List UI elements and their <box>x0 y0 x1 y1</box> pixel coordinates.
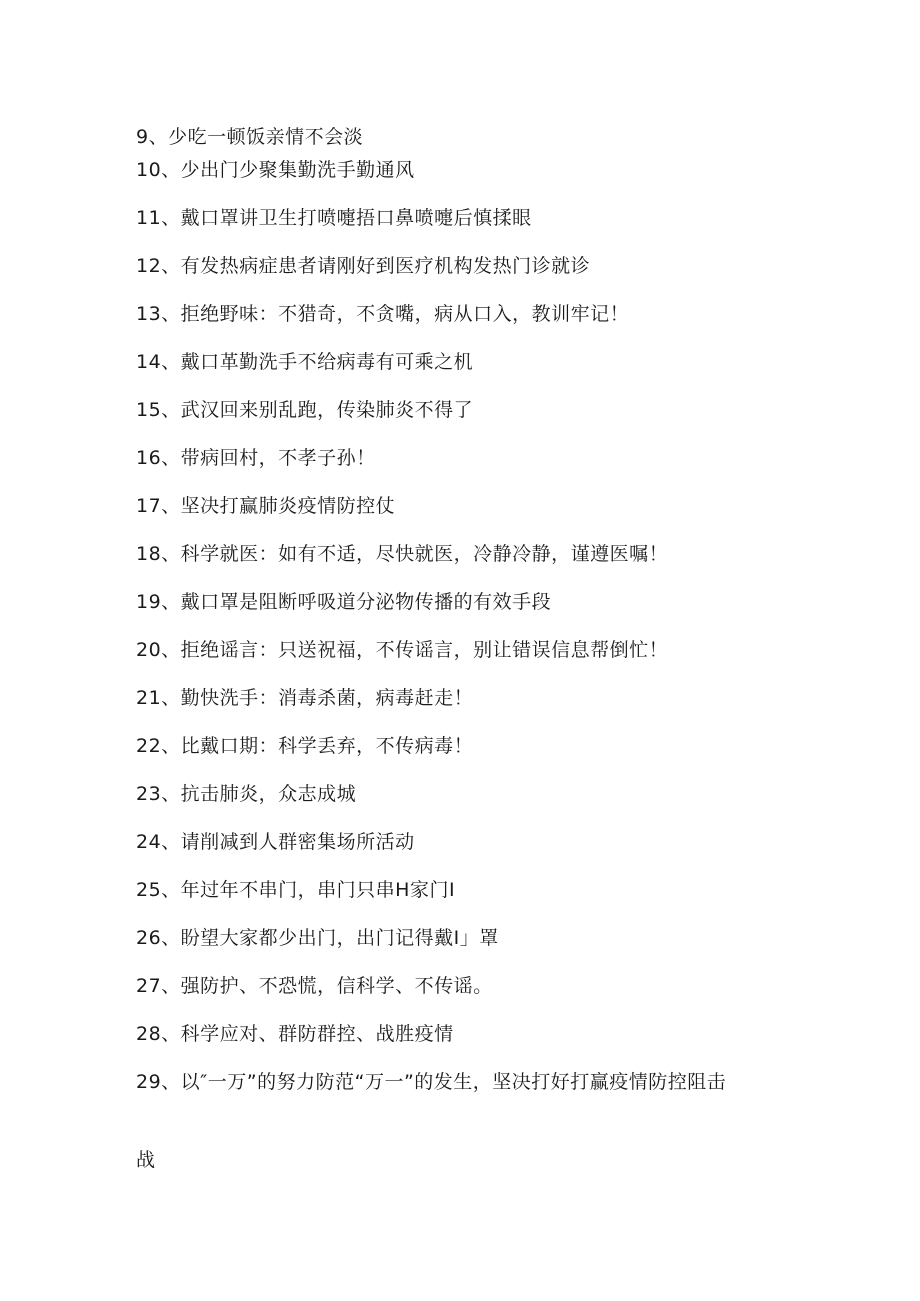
list-item: 16、带病回村，不孝子孙！ <box>136 447 376 469</box>
list-item: 29、以″一万”的努力防范“万一”的发生，坚决打好打赢疫情防控阻击 <box>136 1071 727 1093</box>
list-item: 12、有发热病症患者请刚好到医疗机构发热门诊就诊 <box>136 255 591 277</box>
list-item: 19、戴口罩是阻断呼吸道分泌物传播的有效手段 <box>136 591 552 613</box>
list-item: 25、年过年不串门，串门只串H家门I <box>136 879 456 901</box>
list-item: 27、强防护、不恐慌，信科学、不传谣。 <box>136 975 493 997</box>
list-item: 9、少吃一顿饭亲情不会淡 <box>136 126 364 148</box>
list-item: 17、坚决打赢肺炎疫情防控仗 <box>136 495 396 517</box>
list-item: 21、勤快洗手：消毒杀菌，病毒赶走！ <box>136 687 474 709</box>
list-item: 23、抗击肺炎，众志成城 <box>136 783 357 805</box>
list-item: 26、盼望大家都少出门，出门记得戴I」罩 <box>136 927 499 949</box>
list-item: 20、拒绝谣言：只送祝福，不传谣言，别让错误信息帮倒忙！ <box>136 639 669 661</box>
list-item: 14、戴口革勤洗手不给病毒有可乘之机 <box>136 351 474 373</box>
list-item: 11、戴口罩讲卫生打喷嚏捂口鼻喷嚏后慎揉眼 <box>136 207 532 229</box>
list-item: 13、拒绝野味：不猎奇，不贪嘴，病从口入，教训牢记！ <box>136 303 630 325</box>
list-item: 22、比戴口期：科学丢弃，不传病毒！ <box>136 735 474 757</box>
list-item: 24、请削减到人群密集场所活动 <box>136 831 415 853</box>
list-item-continuation: 战 <box>136 1149 156 1171</box>
list-item: 10、少出门少聚集勤洗手勤通风 <box>136 159 415 181</box>
list-item: 15、武汉回来别乱跑，传染肺炎不得了 <box>136 399 474 421</box>
list-item: 18、科学就医：如有不适，尽快就医，冷静冷静，谨遵医嘱！ <box>136 543 669 565</box>
list-item: 28、科学应对、群防群控、战胜疫情 <box>136 1023 454 1045</box>
